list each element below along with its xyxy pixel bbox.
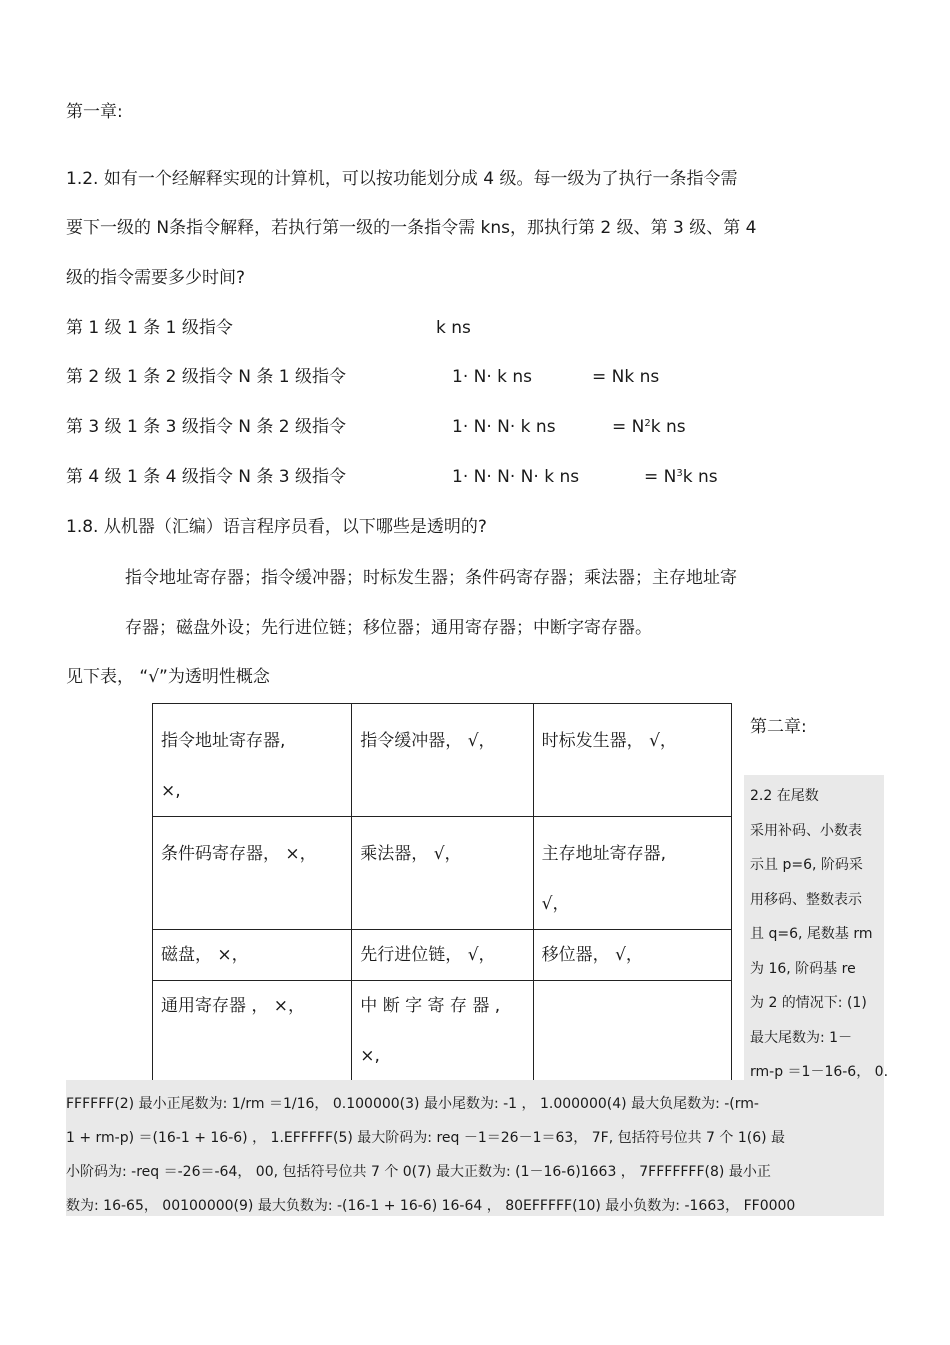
table-cell xyxy=(533,981,731,1082)
q12-line2: 要下一级的 N条指令解释，若执行第一级的一条指令需 kns，那执行第 2 级、第 3 级、第 4 xyxy=(66,218,757,238)
side-line: 示且 p=6, 阶码采 xyxy=(750,857,863,873)
level-result: = Nk ns xyxy=(592,367,660,387)
side-line: 为 16, 阶码基 re xyxy=(750,960,856,977)
table-cell xyxy=(153,981,352,1082)
cell-text: 移位器， √， xyxy=(541,945,643,965)
level-label: 第 3 级 1 条 3 级指令 N 条 2 级指令 xyxy=(66,417,347,437)
table-row xyxy=(153,817,732,930)
level-label: 第 1 级 1 条 1 级指令 xyxy=(66,318,233,338)
cell-text: 先行进位链， √， xyxy=(360,945,496,965)
side-line: 用移码、整数表示 xyxy=(750,891,862,908)
level-mid: 1· N· k ns xyxy=(452,367,533,387)
level-result xyxy=(612,416,686,441)
side-line: 且 q=6, 尾数基 rm xyxy=(750,926,873,942)
table-row xyxy=(153,704,732,817)
cell-text: 指令缓冲器， √， xyxy=(360,731,496,751)
bottom-line: 小阶码为: -req ＝-26＝-64， 00, 包括符号位共 7 个 0(7) 最大正数为: (1－16-6)1663 ， 7FFFFFFF(8) 最小正 xyxy=(66,1164,771,1180)
q18-note: 见下表， “√”为透明性概念 xyxy=(66,667,270,687)
side-line: 为 2 的情况下: (1) xyxy=(750,995,867,1011)
q12-line3: 级的指令需要多少时间? xyxy=(66,268,246,288)
bottom-line: FFFFFF(2) 最小正尾数为: 1/rm ＝1/16， 0.100000(3) 最小尾数为: -1 ， 1.000000(4) 最大负尾数为: -(rm- xyxy=(66,1096,759,1112)
side-line: rm-p ＝1－16-6， 0. xyxy=(750,1064,889,1080)
table-cell xyxy=(533,817,731,930)
cell-text: 指令地址寄存器, ×, xyxy=(161,731,286,801)
table-cell xyxy=(352,930,533,981)
table-row xyxy=(153,981,732,1082)
level-result-tail: k ns xyxy=(682,467,718,487)
cell-text: 条件码寄存器， ×， xyxy=(161,844,317,864)
level-result-tail: k ns xyxy=(650,417,686,437)
bottom-line: 数为: 16-65， 00100000(9) 最大负数为: -(16-1 + 16-6) 16-64 ， 80EFFFFF(10) 最小负数为: -1663， FF0000 xyxy=(66,1198,796,1214)
table-cell xyxy=(533,704,731,817)
cell-text: 中 断 字 寄 存 器 , ×, xyxy=(360,996,501,1066)
chapter2-title: 第二章: xyxy=(750,717,807,737)
table-cell xyxy=(352,704,533,817)
table-row xyxy=(153,930,732,981)
level-result-base: = N xyxy=(644,467,677,487)
side-line: 最大尾数为: 1－ xyxy=(750,1029,853,1046)
level-exponent: 3 xyxy=(676,468,683,479)
level-result-base: = N xyxy=(612,417,645,437)
side-line: 2.2 在尾数 xyxy=(750,788,819,804)
cell-text: 乘法器， √， xyxy=(360,844,462,864)
level-label: 第 2 级 1 条 2 级指令 N 条 1 级指令 xyxy=(66,367,347,387)
q18-line2: 存器；磁盘外设；先行进位链；移位器；通用寄存器；中断字寄存器。 xyxy=(125,618,652,638)
table-cell xyxy=(153,704,352,817)
q18-title: 1.8. 从机器（汇编）语言程序员看，以下哪些是透明的? xyxy=(66,517,487,537)
level-label: 第 4 级 1 条 4 级指令 N 条 3 级指令 xyxy=(66,467,347,487)
q12-line1: 1.2. 如有一个经解释实现的计算机，可以按功能划分成 4 级。每一级为了执行一条指令需 xyxy=(66,169,738,189)
table-cell xyxy=(533,930,731,981)
side-line: 采用补码、小数表 xyxy=(750,822,862,839)
cell-text: 主存地址寄存器, √， xyxy=(541,844,667,914)
cell-text: 磁盘， ×， xyxy=(161,945,249,965)
chapter2-bottom-box xyxy=(66,1080,884,1216)
table-cell xyxy=(153,930,352,981)
chapter2-side-box xyxy=(744,775,889,1080)
q18-line1: 指令地址寄存器；指令缓冲器；时标发生器；条件码寄存器；乘法器；主存地址寄 xyxy=(125,568,737,588)
table-cell xyxy=(352,817,533,930)
level-exponent: 2 xyxy=(644,418,651,429)
chapter1-title: 第一章: xyxy=(66,102,123,122)
cell-text: 通用寄存器 ， ×， xyxy=(161,996,306,1016)
level-mid: 1· N· N· N· k ns xyxy=(452,467,580,487)
level-mid: 1· N· N· k ns xyxy=(452,417,556,437)
level-result xyxy=(644,466,718,491)
level-expr: k ns xyxy=(436,318,471,338)
table-cell xyxy=(153,817,352,930)
transparency-table xyxy=(152,703,732,1082)
bottom-line: 1 + rm-p) ＝(16-1 + 16-6) ， 1.EFFFFF(5) 最大阶码为: req －1＝26－1＝63， 7F, 包括符号位共 7 个 1(6) 最 xyxy=(66,1130,786,1146)
cell-text: 时标发生器， √， xyxy=(541,731,677,751)
table-cell xyxy=(352,981,533,1082)
